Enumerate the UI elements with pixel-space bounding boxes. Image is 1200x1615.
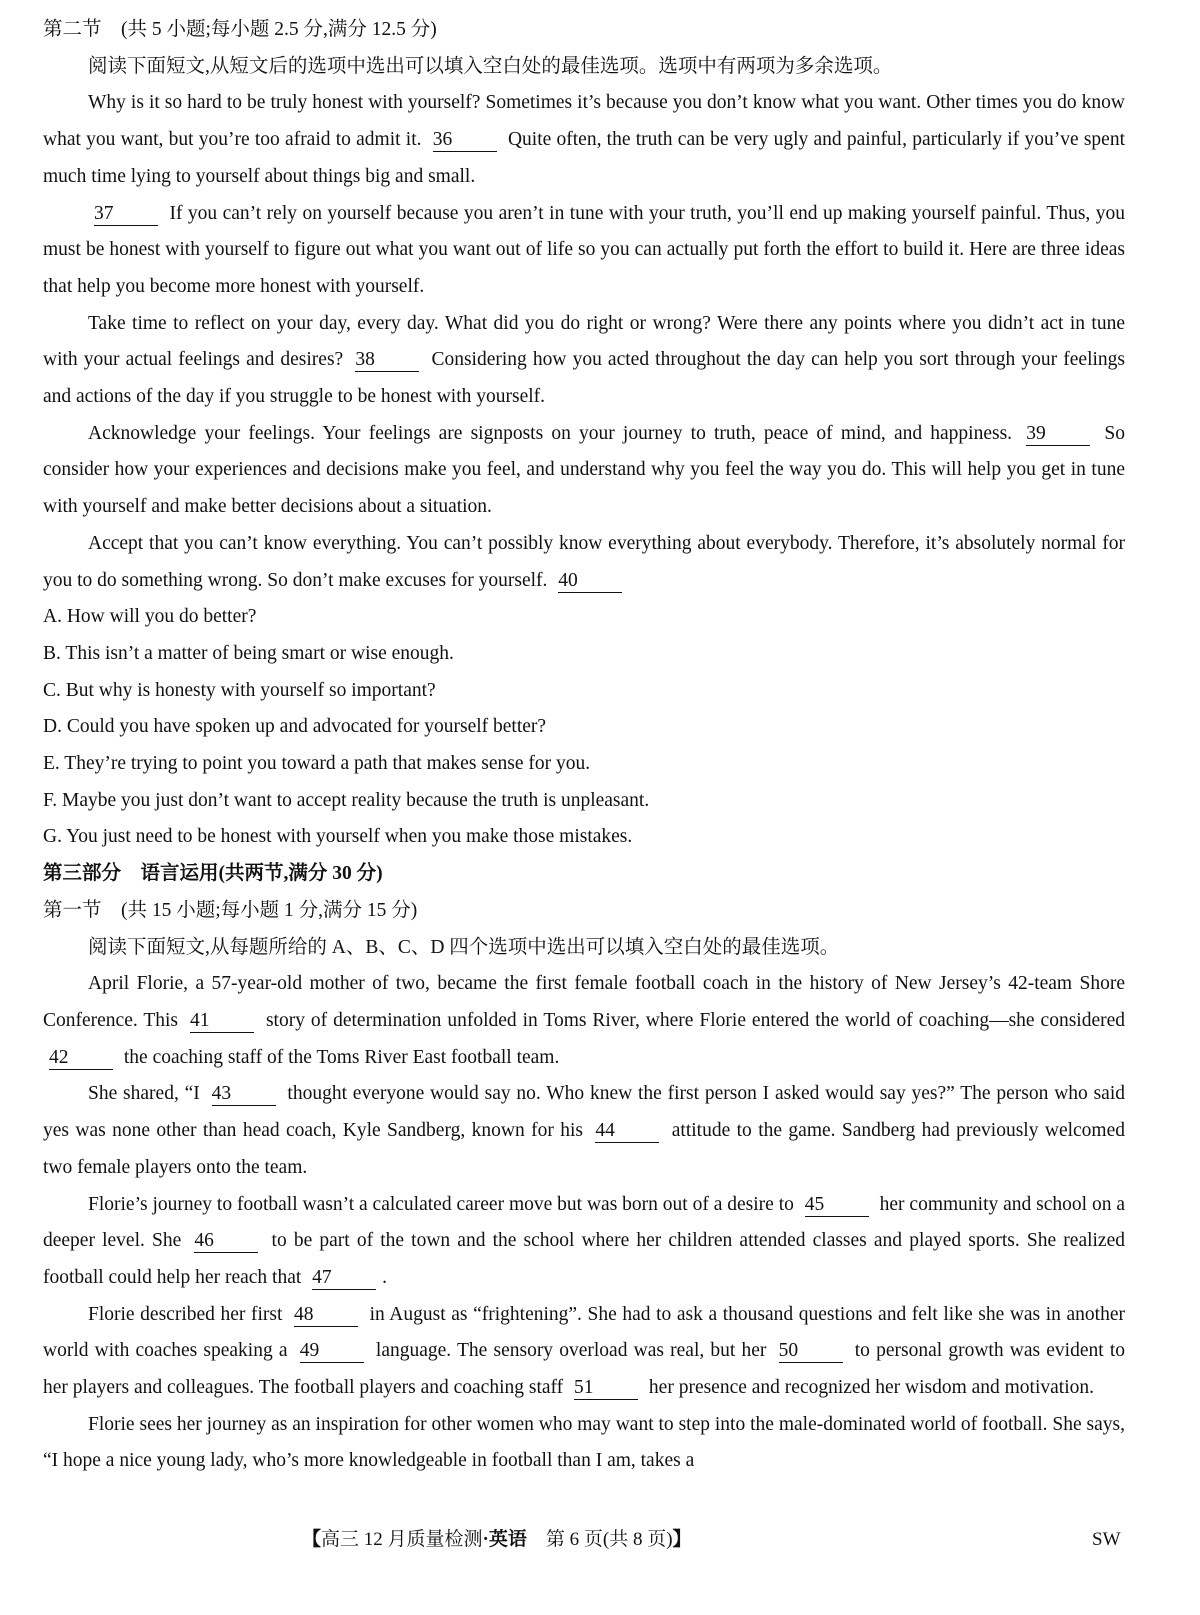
blank-36: 36: [433, 129, 497, 152]
paragraph-text: thought everyone would say no. Who knew the first person I asked would say yes?” The person who said yes was none other than head coach, Kyle Sandberg, known for his: [43, 1083, 1125, 1142]
passage-cloze: [43, 966, 1125, 1480]
section-heading: 第一节 (共 15 小题;每小题 1 分,满分 15 分): [43, 899, 418, 921]
blank-50: 50: [779, 1340, 843, 1363]
paragraph: [43, 196, 1125, 306]
paragraph-text: So consider how your experiences and decisions make you feel, and understand why you feel the way you do. This will help you get in tune with yourself and make better decisions about a situation.: [43, 422, 1125, 518]
blank-43: 43: [212, 1083, 276, 1106]
paragraph: [43, 1297, 1125, 1407]
passage-seven-choose-five: [43, 85, 1125, 599]
paragraph: [43, 306, 1125, 416]
paragraph-text: Florie’s journey to football wasn’t a calculated career move but was born out of a desire to: [88, 1193, 799, 1215]
paragraph-text: If you can’t rely on yourself because you aren’t in tune with your truth, you’ll end up making yourself painful. Thus, you must be honest with yourself to figure out what you want out of life so you can actually put forth the effort to build it. Here are three ideas that help you become more honest with yourself.: [43, 202, 1125, 297]
paragraph-text: in August as “frightening”. She had to ask a thousand questions and felt like she was in another world with coaches speaking a: [43, 1303, 1125, 1362]
paragraph: [43, 1187, 1125, 1297]
paragraph-text: story of determination unfolded in Toms River, where Florie entered the world of coaching—she considered: [259, 1009, 1126, 1031]
blank-51: 51: [574, 1377, 638, 1400]
paragraph-text: to personal growth was evident to her players and colleagues. The football players and coaching staff: [43, 1340, 1125, 1399]
option-a: A. How will you do better?: [43, 606, 257, 628]
paragraph-text: the coaching staff of the Toms River East football team.: [119, 1046, 560, 1068]
section-instruction: 阅读下面短文,从短文后的选项中选出可以填入空白处的最佳选项。选项中有两项为多余选项。: [88, 55, 893, 77]
blank-49: 49: [300, 1340, 364, 1363]
paragraph: [43, 416, 1125, 526]
paragraph-text: Considering how you acted throughout the day can help you sort through your feelings and actions of the day if you struggle to be honest with yourself.: [43, 349, 1125, 408]
paragraph: [43, 966, 1125, 1076]
option-d: D. Could you have spoken up and advocated for yourself better?: [43, 716, 547, 738]
page-footer: [0, 1522, 1200, 1558]
blank-47: 47: [312, 1267, 376, 1290]
paragraph: [43, 1076, 1125, 1186]
paragraph-text: to be part of the town and the school where her children attended classes and played sports. She realized football could help her reach that: [43, 1230, 1125, 1288]
blank-46: 46: [194, 1230, 258, 1253]
option-b: B. This isn’t a matter of being smart or wise enough.: [43, 642, 454, 664]
section-instruction: 阅读下面短文,从每题所给的 A、B、C、D 四个选项中选出可以填入空白处的最佳选项。: [88, 936, 840, 958]
footer-exam: 高三 12 月质量检测: [321, 1529, 483, 1550]
paragraph-text: Accept that you can’t know everything. You can’t possibly know everything about everybody. Therefore, it’s absolutely normal for you to do something wrong. So don’t make excuses for yourself.: [43, 532, 1125, 591]
footer-bracket: 【: [302, 1529, 322, 1550]
blank-48: 48: [294, 1304, 358, 1327]
paragraph-text: She shared, “I: [88, 1083, 206, 1105]
paragraph-text: April Florie, a 57-year-old mother of two, became the first female football coach in the history of New Jersey’s 42-team Shore Conference. This: [43, 973, 1125, 1031]
paragraph-text: .: [382, 1266, 388, 1288]
paragraph-text: Quite often, the truth can be very ugly and painful, particularly if you’ve spent much time lying to yourself about things big and small.: [43, 129, 1125, 187]
paragraph-text: Take time to reflect on your day, every day. What did you do right or wrong? Were there any points where you didn’t act in tune with your actual feelings and desires?: [43, 312, 1125, 371]
paragraph: [43, 526, 1125, 599]
blank-40: 40: [558, 570, 622, 593]
exam-page-content: [43, 12, 1125, 1480]
paragraph-text: attitude to the game. Sandberg had previously welcomed two female players onto the team.: [43, 1120, 1125, 1178]
section-heading: 第二节 (共 5 小题;每小题 2.5 分,满分 12.5 分): [43, 19, 437, 40]
option-c: C. But why is honesty with yourself so important?: [43, 679, 436, 701]
paragraph-text: her community and school on a deeper level. She: [43, 1193, 1125, 1252]
footer-dot: ·: [482, 1529, 489, 1550]
footer-code: SW: [1092, 1529, 1121, 1550]
blank-42: 42: [49, 1047, 113, 1070]
blank-45: 45: [805, 1194, 869, 1217]
paragraph-text: Acknowledge your feelings. Your feelings are signposts on your journey to truth, peace of mind, and happiness.: [88, 422, 1021, 444]
blank-44: 44: [595, 1120, 659, 1143]
blank-37: 37: [94, 203, 158, 226]
paragraph-text: Florie described her first: [88, 1303, 289, 1325]
paragraph-text: Why is it so hard to be truly honest with yourself? Sometimes it’s because you don’t know what you want. Other times you do know what you want, but you’re too afraid to admit it.: [43, 92, 1125, 151]
option-e: E. They’re trying to point you toward a path that makes sense for you.: [43, 753, 591, 775]
paragraph-text: language. The sensory overload was real, but her: [369, 1340, 773, 1362]
paragraph: [43, 85, 1125, 195]
option-f: F. Maybe you just don’t want to accept reality because the truth is unpleasant.: [43, 789, 650, 811]
part-heading: 第三部分 语言运用(共两节,满分 30 分): [43, 863, 383, 885]
blank-39: 39: [1026, 423, 1090, 446]
option-g: G. You just need to be honest with yourself when you make those mistakes.: [43, 826, 633, 848]
paragraph-text: her presence and recognized her wisdom and motivation.: [644, 1377, 1095, 1399]
footer-subject: 英语: [488, 1529, 527, 1550]
answer-options: [43, 599, 1125, 856]
footer-title: [302, 1522, 692, 1558]
paragraph: [43, 1407, 1125, 1480]
blank-41: 41: [190, 1010, 254, 1033]
blank-38: 38: [355, 349, 419, 372]
footer-bracket: 】: [672, 1529, 692, 1550]
paragraph-text: Florie sees her journey as an inspiration for other women who may want to step into the male-dominated world of football. She says, “I hope a nice young lady, who’s more knowledgeable in football than I am, takes a: [43, 1413, 1125, 1472]
footer-page-number: 第 6 页(共 8 页): [526, 1529, 673, 1550]
